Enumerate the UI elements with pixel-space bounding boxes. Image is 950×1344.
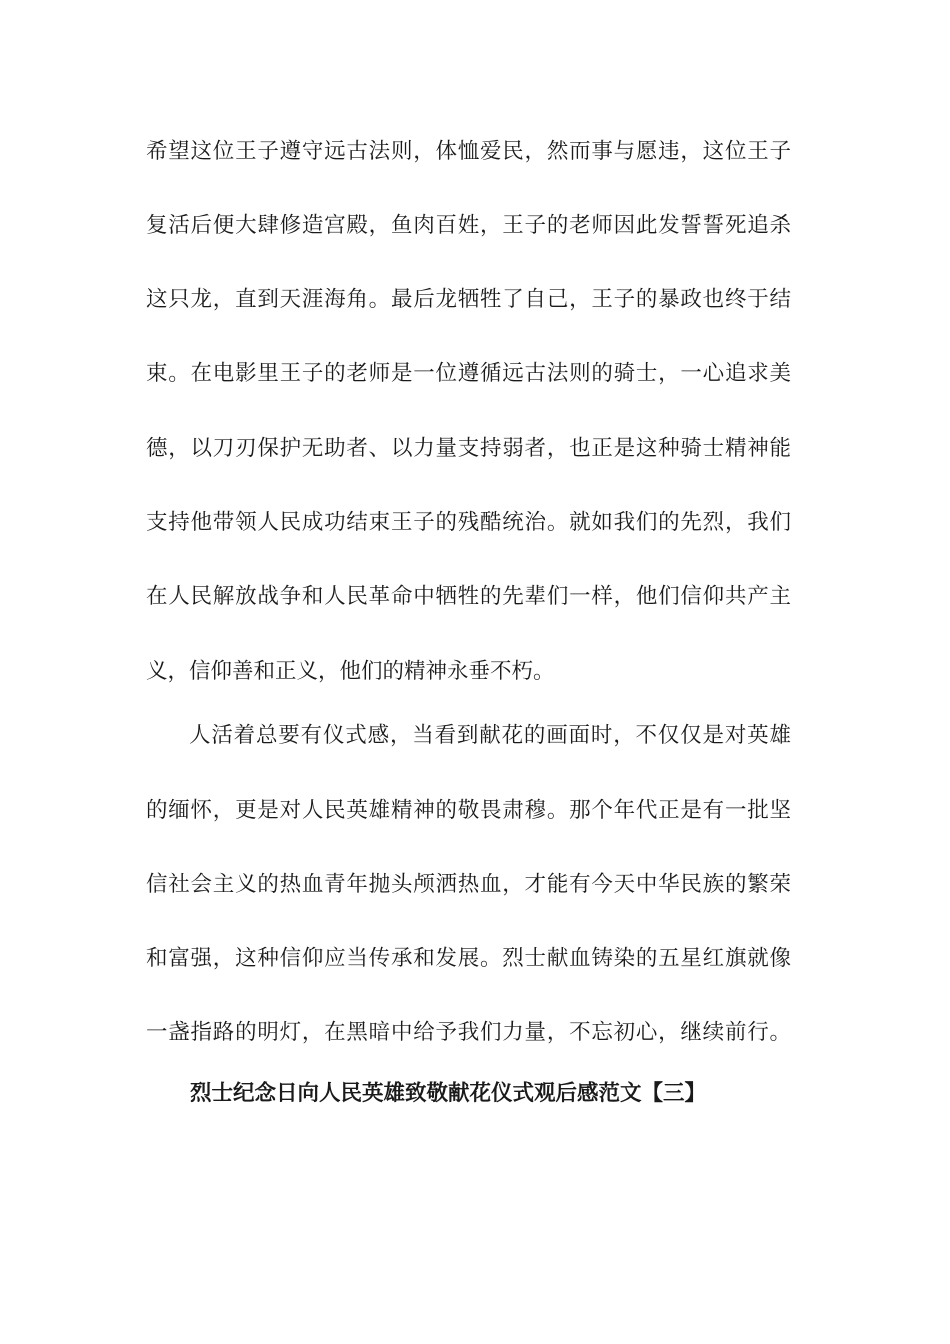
paragraph-2-line-3: 信社会主义的热血青年抛头颅洒热血，才能有今天中华民族的繁荣 (146, 872, 791, 897)
paragraph-1-line-1: 希望这位王子遵守远古法则，体恤爱民，然而事与愿违，这位王子 (146, 139, 791, 164)
paragraph-2-line-1: 人活着总要有仪式感，当看到献花的画面时，不仅仅是对英雄 (189, 723, 791, 748)
paragraph-1-line-2: 复活后便大肆修造宫殿，鱼肉百姓，王子的老师因此发誓誓死追杀 (146, 213, 791, 238)
paragraph-1-line-8: 义，信仰善和正义，他们的精神永垂不朽。 (146, 659, 555, 684)
paragraph-1-line-4: 束。在电影里王子的老师是一位遵循远古法则的骑士，一心追求美 (146, 361, 791, 386)
paragraph-1-line-5: 德，以刀刃保护无助者、以力量支持弱者，也正是这种骑士精神能 (146, 436, 791, 461)
section-heading: 烈士纪念日向人民英雄致敬献花仪式观后感范文【三】 (190, 1081, 707, 1106)
paragraph-1-line-7: 在人民解放战争和人民革命中牺牲的先辈们一样，他们信仰共产主 (146, 584, 791, 609)
paragraph-2-line-2: 的缅怀，更是对人民英雄精神的敬畏肃穆。那个年代正是有一批坚 (146, 798, 791, 823)
paragraph-1-line-3: 这只龙，直到天涯海角。最后龙牺牲了自己，王子的暴政也终于结 (146, 287, 791, 312)
paragraph-2-line-5: 一盏指路的明灯，在黑暗中给予我们力量，不忘初心，继续前行。 (146, 1020, 791, 1045)
paragraph-1-line-6: 支持他带领人民成功结束王子的残酷统治。就如我们的先烈，我们 (146, 510, 791, 535)
paragraph-2-line-4: 和富强，这种信仰应当传承和发展。烈士献血铸染的五星红旗就像 (146, 946, 791, 971)
